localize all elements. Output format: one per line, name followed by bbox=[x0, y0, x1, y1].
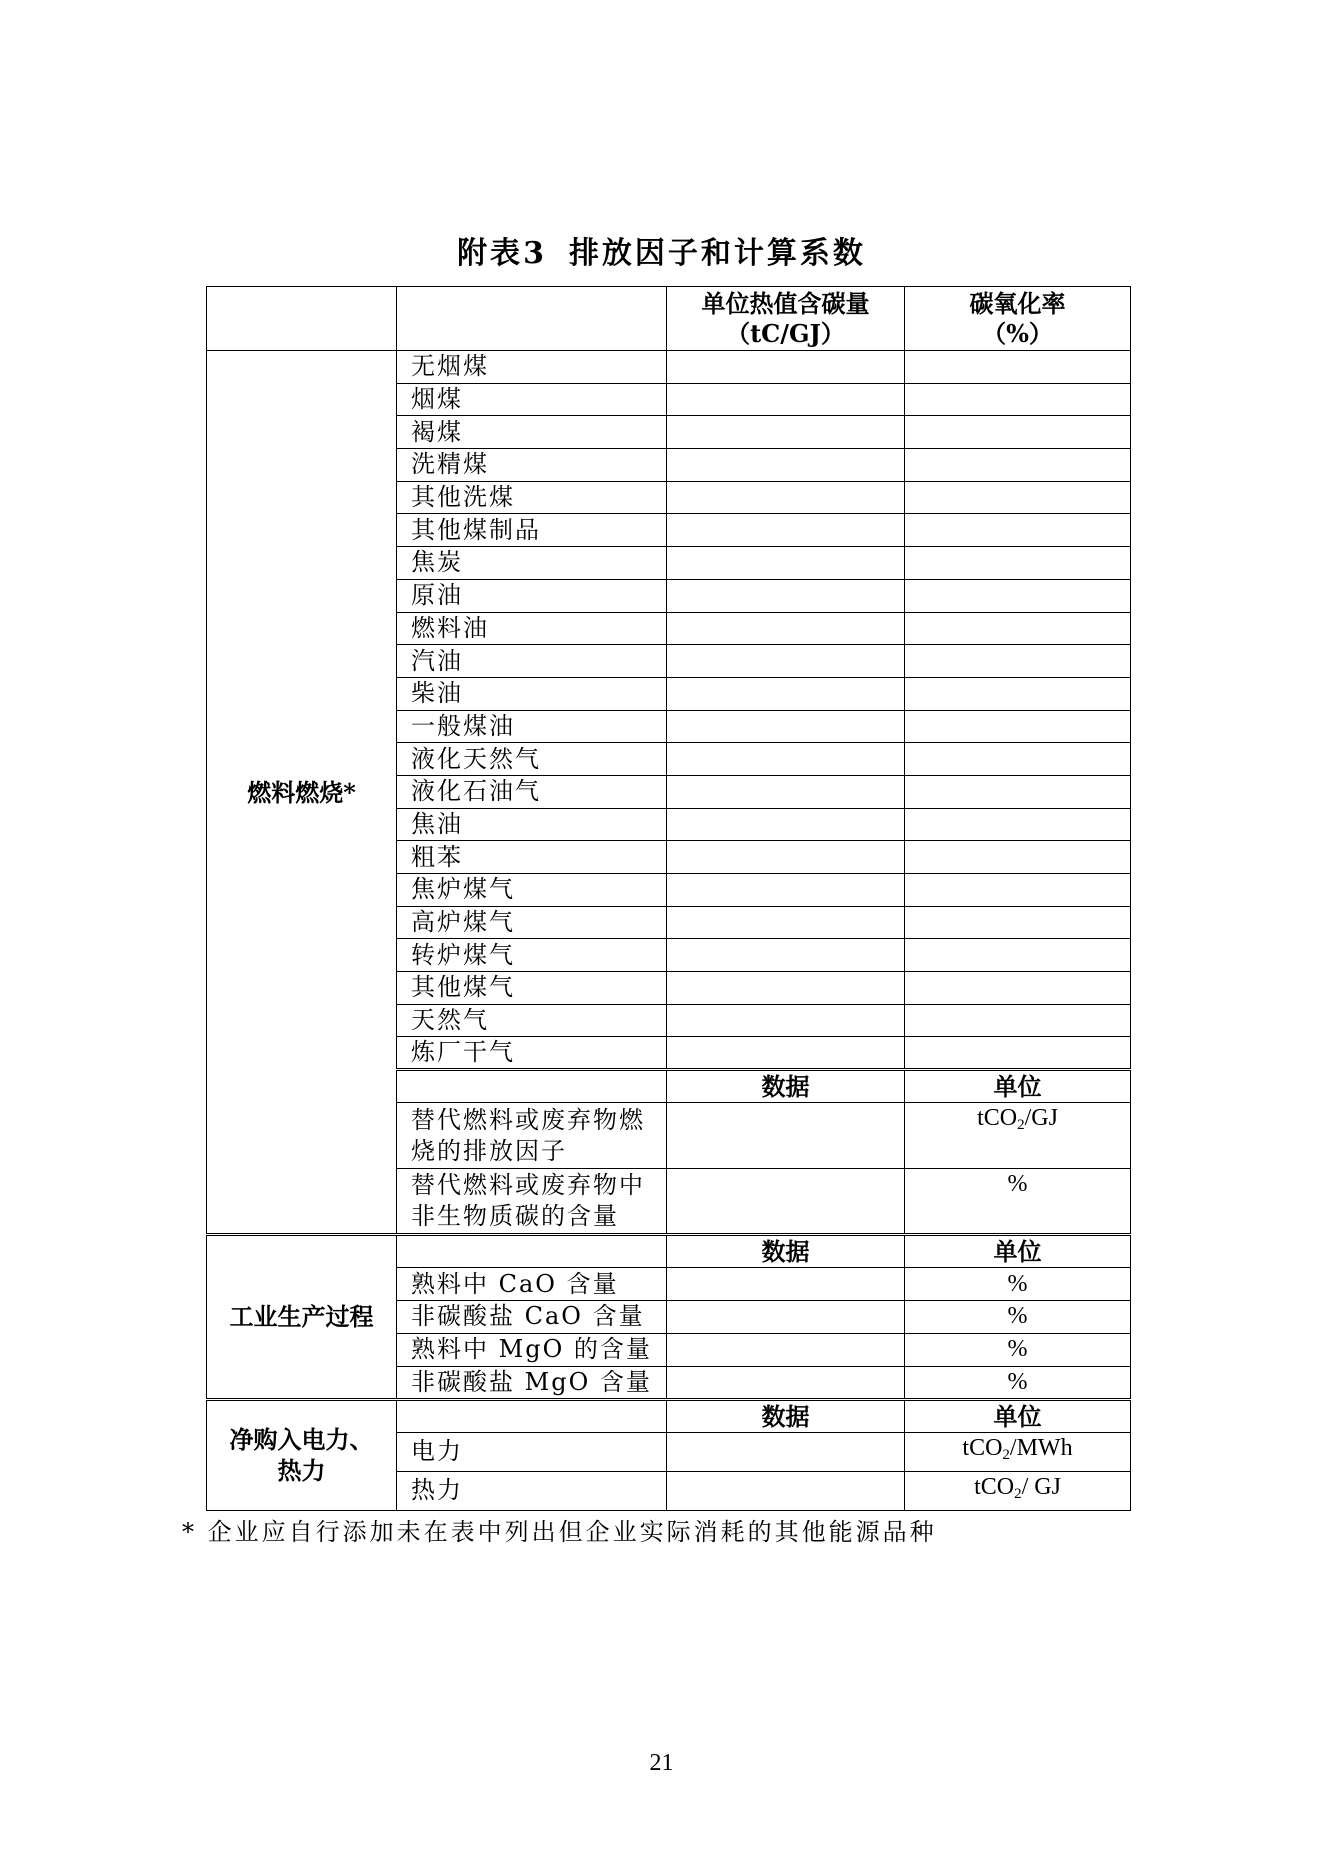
industry-row-name: 非碳酸盐 MgO 含量 bbox=[397, 1366, 667, 1399]
industry-row-data-cell[interactable] bbox=[667, 1366, 905, 1399]
carbon-content-cell[interactable] bbox=[667, 972, 905, 1005]
fuel-name: 燃料油 bbox=[397, 612, 667, 645]
oxidation-rate-cell[interactable] bbox=[905, 1037, 1131, 1070]
fuel-name: 其他洗煤 bbox=[397, 481, 667, 514]
fuel-name: 无烟煤 bbox=[397, 351, 667, 384]
carbon-content-cell[interactable] bbox=[667, 416, 905, 449]
fuel-name: 褐煤 bbox=[397, 416, 667, 449]
industry-row-unit: % bbox=[905, 1301, 1131, 1334]
carbon-content-cell[interactable] bbox=[667, 841, 905, 874]
carbon-content-cell[interactable] bbox=[667, 1004, 905, 1037]
purchased-power-heat-header-row bbox=[207, 1399, 1131, 1432]
unit-label: 单位 bbox=[905, 1399, 1131, 1432]
alt-fuel-data-cell[interactable] bbox=[667, 1103, 905, 1169]
power-row-data-cell[interactable] bbox=[667, 1432, 905, 1471]
power-row-unit: tCO2/MWh bbox=[905, 1432, 1131, 1471]
oxidation-rate-cell[interactable] bbox=[905, 645, 1131, 678]
fuel-name: 其他煤制品 bbox=[397, 514, 667, 547]
industry-row-data-cell[interactable] bbox=[667, 1301, 905, 1334]
unit-label: 单位 bbox=[905, 1070, 1131, 1103]
oxidation-rate-cell[interactable] bbox=[905, 775, 1131, 808]
industry-row-unit: % bbox=[905, 1366, 1131, 1399]
power-row-name: 电力 bbox=[397, 1432, 667, 1471]
carbon-content-cell[interactable] bbox=[667, 808, 905, 841]
oxidation-rate-cell[interactable] bbox=[905, 874, 1131, 907]
title-number: 3 bbox=[523, 236, 547, 271]
fuel-name: 一般煤油 bbox=[397, 710, 667, 743]
alt-fuel-name: 替代燃料或废弃物中非生物质碳的含量 bbox=[397, 1169, 667, 1235]
oxidation-rate-cell[interactable] bbox=[905, 416, 1131, 449]
page-number: 21 bbox=[649, 1750, 674, 1776]
carbon-content-cell[interactable] bbox=[667, 1037, 905, 1070]
fuel-name: 焦油 bbox=[397, 808, 667, 841]
oxidation-rate-cell[interactable] bbox=[905, 906, 1131, 939]
industry-row-name: 熟料中 MgO 的含量 bbox=[397, 1333, 667, 1366]
carbon-content-cell[interactable] bbox=[667, 481, 905, 514]
oxidation-rate-cell[interactable] bbox=[905, 547, 1131, 580]
oxidation-rate-cell[interactable] bbox=[905, 1004, 1131, 1037]
subheader-empty bbox=[397, 1399, 667, 1432]
carbon-content-cell[interactable] bbox=[667, 645, 905, 678]
category-industrial-process: 工业生产过程 bbox=[207, 1235, 397, 1399]
emission-factor-table bbox=[206, 286, 1131, 1511]
carbon-content-cell[interactable] bbox=[667, 547, 905, 580]
carbon-content-cell[interactable] bbox=[667, 351, 905, 384]
carbon-content-cell[interactable] bbox=[667, 579, 905, 612]
fuel-name: 液化天然气 bbox=[397, 743, 667, 776]
power-row-data-cell[interactable] bbox=[667, 1471, 905, 1510]
carbon-content-cell[interactable] bbox=[667, 874, 905, 907]
fuel-name: 粗苯 bbox=[397, 841, 667, 874]
carbon-content-cell[interactable] bbox=[667, 449, 905, 482]
category-purchased-power-heat: 净购入电力、热力 bbox=[207, 1399, 397, 1510]
header-empty-1 bbox=[207, 287, 397, 351]
subheader-empty bbox=[397, 1235, 667, 1268]
data-label: 数据 bbox=[667, 1070, 905, 1103]
industrial-process-header-row bbox=[207, 1235, 1131, 1268]
title-text: 排放因子和计算系数 bbox=[568, 236, 866, 271]
fuel-name: 柴油 bbox=[397, 677, 667, 710]
carbon-content-cell[interactable] bbox=[667, 906, 905, 939]
oxidation-rate-cell[interactable] bbox=[905, 841, 1131, 874]
fuel-name: 高炉煤气 bbox=[397, 906, 667, 939]
fuel-name: 其他煤气 bbox=[397, 972, 667, 1005]
carbon-content-cell[interactable] bbox=[667, 775, 905, 808]
power-row-name: 热力 bbox=[397, 1471, 667, 1510]
oxidation-rate-cell[interactable] bbox=[905, 514, 1131, 547]
carbon-content-cell[interactable] bbox=[667, 743, 905, 776]
oxidation-rate-cell[interactable] bbox=[905, 743, 1131, 776]
industry-row-data-cell[interactable] bbox=[667, 1333, 905, 1366]
fuel-name: 汽油 bbox=[397, 645, 667, 678]
power-row-unit: tCO2/ GJ bbox=[905, 1471, 1131, 1510]
data-label: 数据 bbox=[667, 1399, 905, 1432]
oxidation-rate-cell[interactable] bbox=[905, 710, 1131, 743]
title-prefix: 附表 bbox=[457, 236, 524, 271]
category-fuel-combustion: 燃料燃烧* bbox=[207, 351, 397, 1235]
fuel-name: 转炉煤气 bbox=[397, 939, 667, 972]
subheader-empty bbox=[397, 1070, 667, 1103]
fuel-name: 炼厂干气 bbox=[397, 1037, 667, 1070]
oxidation-rate-cell[interactable] bbox=[905, 677, 1131, 710]
industry-row-data-cell[interactable] bbox=[667, 1268, 905, 1301]
carbon-content-cell[interactable] bbox=[667, 514, 905, 547]
oxidation-rate-cell[interactable] bbox=[905, 972, 1131, 1005]
alt-fuel-name: 替代燃料或废弃物燃烧的排放因子 bbox=[397, 1103, 667, 1169]
fuel-name: 洗精煤 bbox=[397, 449, 667, 482]
header-row bbox=[207, 287, 1131, 351]
carbon-content-cell[interactable] bbox=[667, 939, 905, 972]
oxidation-rate-cell[interactable] bbox=[905, 449, 1131, 482]
footnote: * 企业应自行添加未在表中列出但企业实际消耗的其他能源品种 bbox=[182, 1518, 937, 1546]
header-empty-2 bbox=[397, 287, 667, 351]
carbon-content-cell[interactable] bbox=[667, 710, 905, 743]
carbon-content-cell[interactable] bbox=[667, 677, 905, 710]
alt-fuel-unit: % bbox=[905, 1169, 1131, 1235]
oxidation-rate-cell[interactable] bbox=[905, 808, 1131, 841]
fuel-row bbox=[207, 351, 1131, 384]
header-oxidation-rate: 碳氧化率 （%） bbox=[905, 287, 1131, 351]
fuel-name: 烟煤 bbox=[397, 383, 667, 416]
industry-row-unit: % bbox=[905, 1268, 1131, 1301]
carbon-content-cell[interactable] bbox=[667, 383, 905, 416]
oxidation-rate-cell[interactable] bbox=[905, 579, 1131, 612]
header-carbon-content: 单位热值含碳量 （tC/GJ） bbox=[667, 287, 905, 351]
fuel-name: 原油 bbox=[397, 579, 667, 612]
industry-row-unit: % bbox=[905, 1333, 1131, 1366]
carbon-content-cell[interactable] bbox=[667, 612, 905, 645]
fuel-name: 天然气 bbox=[397, 1004, 667, 1037]
fuel-name: 液化石油气 bbox=[397, 775, 667, 808]
data-label: 数据 bbox=[667, 1235, 905, 1268]
oxidation-rate-cell[interactable] bbox=[905, 383, 1131, 416]
oxidation-rate-cell[interactable] bbox=[905, 481, 1131, 514]
industry-row-name: 非碳酸盐 CaO 含量 bbox=[397, 1301, 667, 1334]
table-title bbox=[0, 228, 1323, 272]
alt-fuel-unit: tCO2/GJ bbox=[905, 1103, 1131, 1169]
unit-label: 单位 bbox=[905, 1235, 1131, 1268]
alt-fuel-data-cell[interactable] bbox=[667, 1169, 905, 1235]
oxidation-rate-cell[interactable] bbox=[905, 351, 1131, 384]
oxidation-rate-cell[interactable] bbox=[905, 939, 1131, 972]
fuel-name: 焦炭 bbox=[397, 547, 667, 580]
oxidation-rate-cell[interactable] bbox=[905, 612, 1131, 645]
fuel-name: 焦炉煤气 bbox=[397, 874, 667, 907]
industry-row-name: 熟料中 CaO 含量 bbox=[397, 1268, 667, 1301]
